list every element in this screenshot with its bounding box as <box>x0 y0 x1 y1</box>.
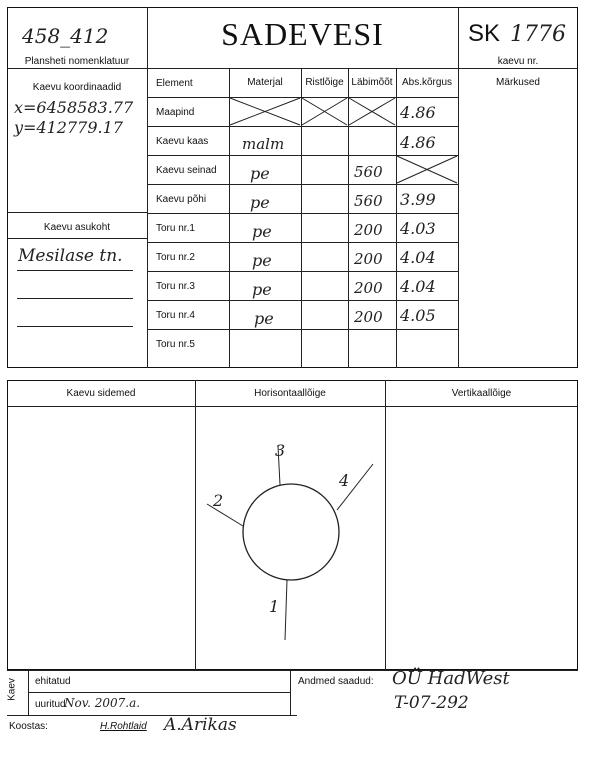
row-material: pe <box>252 251 272 270</box>
row-diameter: 560 <box>354 192 383 210</box>
location-value: Mesilase tn. <box>18 246 123 266</box>
header-section: Ristlõige <box>305 77 344 88</box>
divider <box>7 715 297 716</box>
row-element: Toru nr.3 <box>156 281 195 292</box>
row-element: Toru nr.4 <box>156 310 195 321</box>
header-diameter: Läbimõõt <box>351 77 393 88</box>
row-material: pe <box>252 222 272 241</box>
surveyed-value: Nov. 2007.a. <box>64 696 141 710</box>
header-notes: Märkused <box>496 77 540 88</box>
header-element: Element <box>156 78 193 89</box>
well-circle <box>243 484 339 580</box>
row-diameter: 200 <box>354 308 383 326</box>
row-diameter: 200 <box>354 250 383 268</box>
nomenclature-value: 458_412 <box>22 24 109 48</box>
row-material: malm <box>242 135 285 153</box>
well-prefix: SK <box>468 20 501 47</box>
compiled-stamp: H.Rohtlaid <box>100 721 147 732</box>
divider <box>28 692 290 693</box>
pipe-label-3: 3 <box>275 441 286 460</box>
data-source-code: T-07-292 <box>394 693 469 713</box>
pipe-label-4: 4 <box>339 471 350 490</box>
footer-side-label: Kaev <box>6 678 18 701</box>
row-elevation: 3.99 <box>400 190 436 209</box>
sketch-vertical-title: Vertikaallõige <box>451 388 512 399</box>
row-elevation: 4.04 <box>400 248 436 267</box>
row-elevation: 4.05 <box>400 306 436 325</box>
nomenclature-label: Plansheti nomenklatuur <box>24 56 130 67</box>
data-source-label: Andmed saadud: <box>298 676 374 687</box>
row-elevation: 4.86 <box>400 133 436 152</box>
horizontal-section-sketch <box>195 406 385 670</box>
built-label: ehitatud <box>35 676 71 687</box>
sketch-links-title: Kaevu sidemed <box>66 388 136 399</box>
row-material: pe <box>254 309 274 328</box>
row-element: Kaevu seinad <box>156 165 217 176</box>
pipe-label-1: 1 <box>269 597 280 616</box>
header-elevation: Abs.kõrgus <box>401 77 453 88</box>
row-material: pe <box>250 193 270 212</box>
data-source-value: OÜ HadWest <box>392 668 510 689</box>
row-material: pe <box>252 280 272 299</box>
coord-y: y=412779.17 <box>14 118 123 137</box>
well-number-label: kaevu nr. <box>497 56 539 67</box>
page-title: SADEVESI <box>221 16 384 52</box>
divider <box>385 380 386 670</box>
row-elevation: 4.86 <box>400 103 436 122</box>
crossed-cells <box>0 0 594 380</box>
pipe-1 <box>285 580 287 640</box>
row-elevation: 4.04 <box>400 277 436 296</box>
pipe-label-2: 2 <box>213 491 224 510</box>
sketch-horizontal-title: Horisontaallõige <box>254 388 326 399</box>
header-material: Materjal <box>247 77 283 88</box>
location-label: Kaevu asukoht <box>43 222 111 233</box>
coord-x: x=6458583.77 <box>14 98 134 117</box>
row-diameter: 200 <box>354 221 383 239</box>
row-element: Toru nr.5 <box>156 339 195 350</box>
row-element: Toru nr.2 <box>156 252 195 263</box>
compiled-signature: A.Arikas <box>164 715 237 735</box>
row-diameter: 560 <box>354 163 383 181</box>
row-element: Toru nr.1 <box>156 223 195 234</box>
divider <box>290 670 291 715</box>
row-element: Kaevu kaas <box>156 136 209 147</box>
row-material: pe <box>250 164 270 183</box>
coords-label: Kaevu koordinaadid <box>32 82 122 93</box>
row-element: Maapind <box>156 107 195 118</box>
row-diameter: 200 <box>354 279 383 297</box>
compiled-label: Koostas: <box>9 721 48 732</box>
row-elevation: 4.03 <box>400 219 436 238</box>
surveyed-label: uuritud <box>35 699 66 710</box>
row-element: Kaevu põhi <box>156 194 207 205</box>
well-number: 1776 <box>510 22 566 47</box>
